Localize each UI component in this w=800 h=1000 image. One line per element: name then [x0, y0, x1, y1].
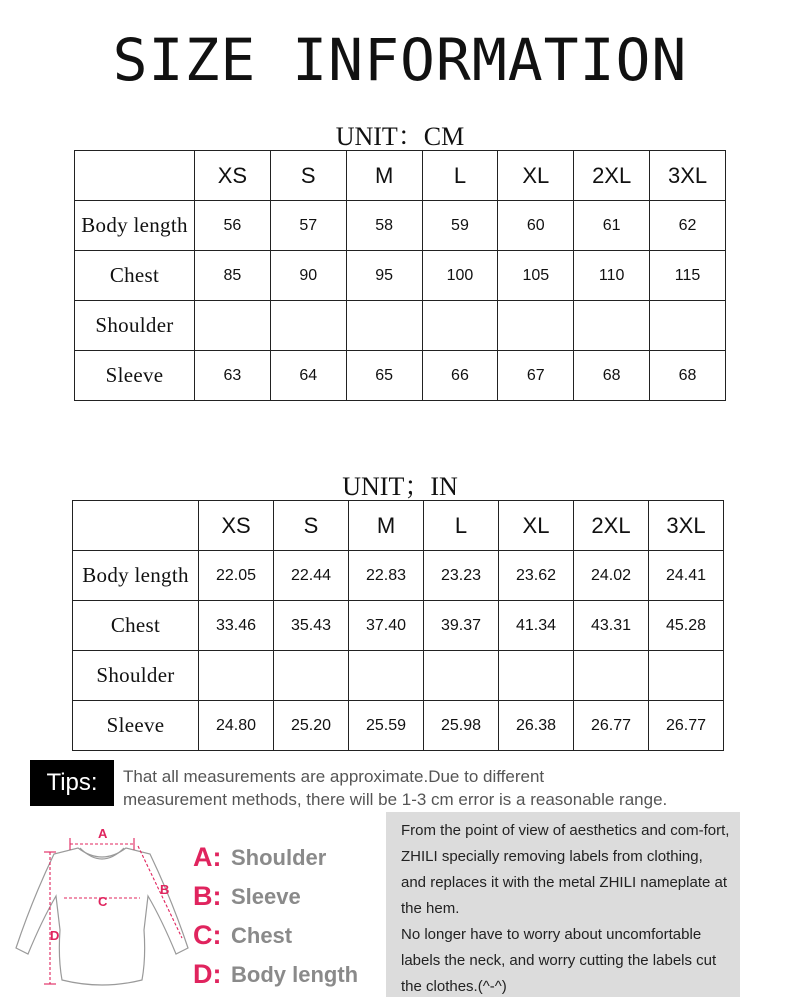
table-cell: 22.83	[349, 551, 424, 601]
in-unit-label: UNIT；IN	[342, 472, 458, 501]
table-cell: 115	[650, 251, 726, 301]
table-cell	[649, 651, 724, 701]
corner-cell	[75, 151, 195, 201]
table-row	[73, 701, 724, 751]
table-row	[73, 601, 724, 651]
table-cell	[195, 301, 271, 351]
corner-cell	[73, 501, 199, 551]
table-cell: 57	[270, 201, 346, 251]
table-cell: 35.43	[274, 601, 349, 651]
legend-item	[193, 877, 358, 916]
table-cell: 25.59	[349, 701, 424, 751]
table-cell: 26.77	[574, 701, 649, 751]
table-row	[75, 301, 726, 351]
table-cell: 45.28	[649, 601, 724, 651]
table-cell: 41.34	[499, 601, 574, 651]
table-cell	[274, 651, 349, 701]
size-header-row	[73, 501, 724, 551]
page-title: SIZE INFORMATION	[112, 26, 688, 94]
table-cell	[270, 301, 346, 351]
marker-c: C	[98, 894, 108, 909]
size-header: XS	[195, 151, 271, 201]
label-info-note	[386, 812, 740, 997]
measure-lines	[50, 844, 182, 984]
legend-name: Body length	[231, 961, 359, 987]
size-header: XL	[498, 151, 574, 201]
table-cell	[424, 651, 499, 701]
marker-a: A	[98, 826, 108, 841]
table-cell: 63	[195, 351, 271, 401]
in-size-table	[72, 500, 724, 751]
table-cell: 61	[574, 201, 650, 251]
table-cell: 62	[650, 201, 726, 251]
legend-letter: C:	[193, 920, 222, 950]
table-row	[73, 651, 724, 701]
size-header: L	[422, 151, 498, 201]
table-cell: 95	[346, 251, 422, 301]
table-cell: 68	[574, 351, 650, 401]
measurement-legend	[193, 838, 358, 994]
table-cell: 24.41	[649, 551, 724, 601]
table-cell: 26.38	[499, 701, 574, 751]
table-cell: 60	[498, 201, 574, 251]
table-cell	[349, 651, 424, 701]
row-label: Body length	[75, 201, 195, 251]
legend-name: Sleeve	[231, 883, 301, 909]
table-cell: 105	[498, 251, 574, 301]
legend-item	[193, 838, 358, 877]
size-header: M	[349, 501, 424, 551]
size-header: M	[346, 151, 422, 201]
table-cell: 67	[498, 351, 574, 401]
tips-line: measurement methods, there will be 1-3 cm error is a reasonable range.	[123, 790, 668, 809]
table-cell	[199, 651, 274, 701]
table-cell: 22.05	[199, 551, 274, 601]
table-cell: 90	[270, 251, 346, 301]
garment-measurement-diagram	[10, 820, 195, 995]
row-label: Shoulder	[73, 651, 199, 701]
cm-unit-label: UNIT：CM	[335, 122, 465, 151]
table-row	[75, 201, 726, 251]
legend-letter: A:	[193, 842, 222, 872]
size-header: 2XL	[574, 501, 649, 551]
table-cell: 65	[346, 351, 422, 401]
size-header: S	[270, 151, 346, 201]
size-header: 3XL	[649, 501, 724, 551]
tips-text	[123, 765, 763, 811]
table-cell: 23.62	[499, 551, 574, 601]
marker-b: B	[160, 882, 170, 897]
row-label: Chest	[75, 251, 195, 301]
table-cell	[422, 301, 498, 351]
cm-size-table	[74, 150, 726, 401]
table-cell: 39.37	[424, 601, 499, 651]
legend-item	[193, 955, 358, 994]
legend-letter: B:	[193, 881, 222, 911]
table-cell: 22.44	[274, 551, 349, 601]
tips-line: That all measurements are approximate.Due to different	[123, 767, 545, 786]
table-cell: 68	[650, 351, 726, 401]
table-cell: 100	[422, 251, 498, 301]
table-cell: 25.20	[274, 701, 349, 751]
note-paragraph: From the point of view of aesthetics and com-fort, ZHILI specially removing labels from clothing, and replaces it with the metal ZHILI nameplate at the hem.	[401, 822, 730, 917]
shirt-outline	[16, 848, 188, 985]
row-label: Sleeve	[75, 351, 195, 401]
table-cell: 23.23	[424, 551, 499, 601]
row-label: Chest	[73, 601, 199, 651]
table-row	[73, 551, 724, 601]
size-header: XL	[499, 501, 574, 551]
table-cell: 58	[346, 201, 422, 251]
table-row	[75, 251, 726, 301]
marker-d: D	[50, 928, 60, 943]
legend-name: Shoulder	[231, 844, 327, 870]
row-label: Body length	[73, 551, 199, 601]
table-cell: 59	[422, 201, 498, 251]
legend-letter: D:	[193, 959, 222, 989]
row-label: Shoulder	[75, 301, 195, 351]
table-cell: 85	[195, 251, 271, 301]
table-cell: 66	[422, 351, 498, 401]
size-header-row	[75, 151, 726, 201]
row-label: Sleeve	[73, 701, 199, 751]
table-cell: 43.31	[574, 601, 649, 651]
table-cell: 33.46	[199, 601, 274, 651]
size-header: XS	[199, 501, 274, 551]
table-cell	[498, 301, 574, 351]
table-cell: 25.98	[424, 701, 499, 751]
size-header: 3XL	[650, 151, 726, 201]
tips-badge: Tips:	[30, 760, 114, 806]
note-paragraph: No longer have to worry about uncomfortable labels the neck, and worry cutting the labels cut the clothes.(^-^)	[401, 926, 717, 995]
table-cell: 24.02	[574, 551, 649, 601]
table-cell: 26.77	[649, 701, 724, 751]
table-cell	[346, 301, 422, 351]
table-cell: 64	[270, 351, 346, 401]
table-cell: 37.40	[349, 601, 424, 651]
table-row	[75, 351, 726, 401]
legend-name: Chest	[231, 922, 293, 948]
table-cell	[650, 301, 726, 351]
table-cell: 24.80	[199, 701, 274, 751]
legend-item	[193, 916, 358, 955]
size-header: L	[424, 501, 499, 551]
table-cell	[499, 651, 574, 701]
table-cell: 56	[195, 201, 271, 251]
size-header: S	[274, 501, 349, 551]
size-header: 2XL	[574, 151, 650, 201]
table-cell: 110	[574, 251, 650, 301]
table-cell	[574, 301, 650, 351]
table-cell	[574, 651, 649, 701]
